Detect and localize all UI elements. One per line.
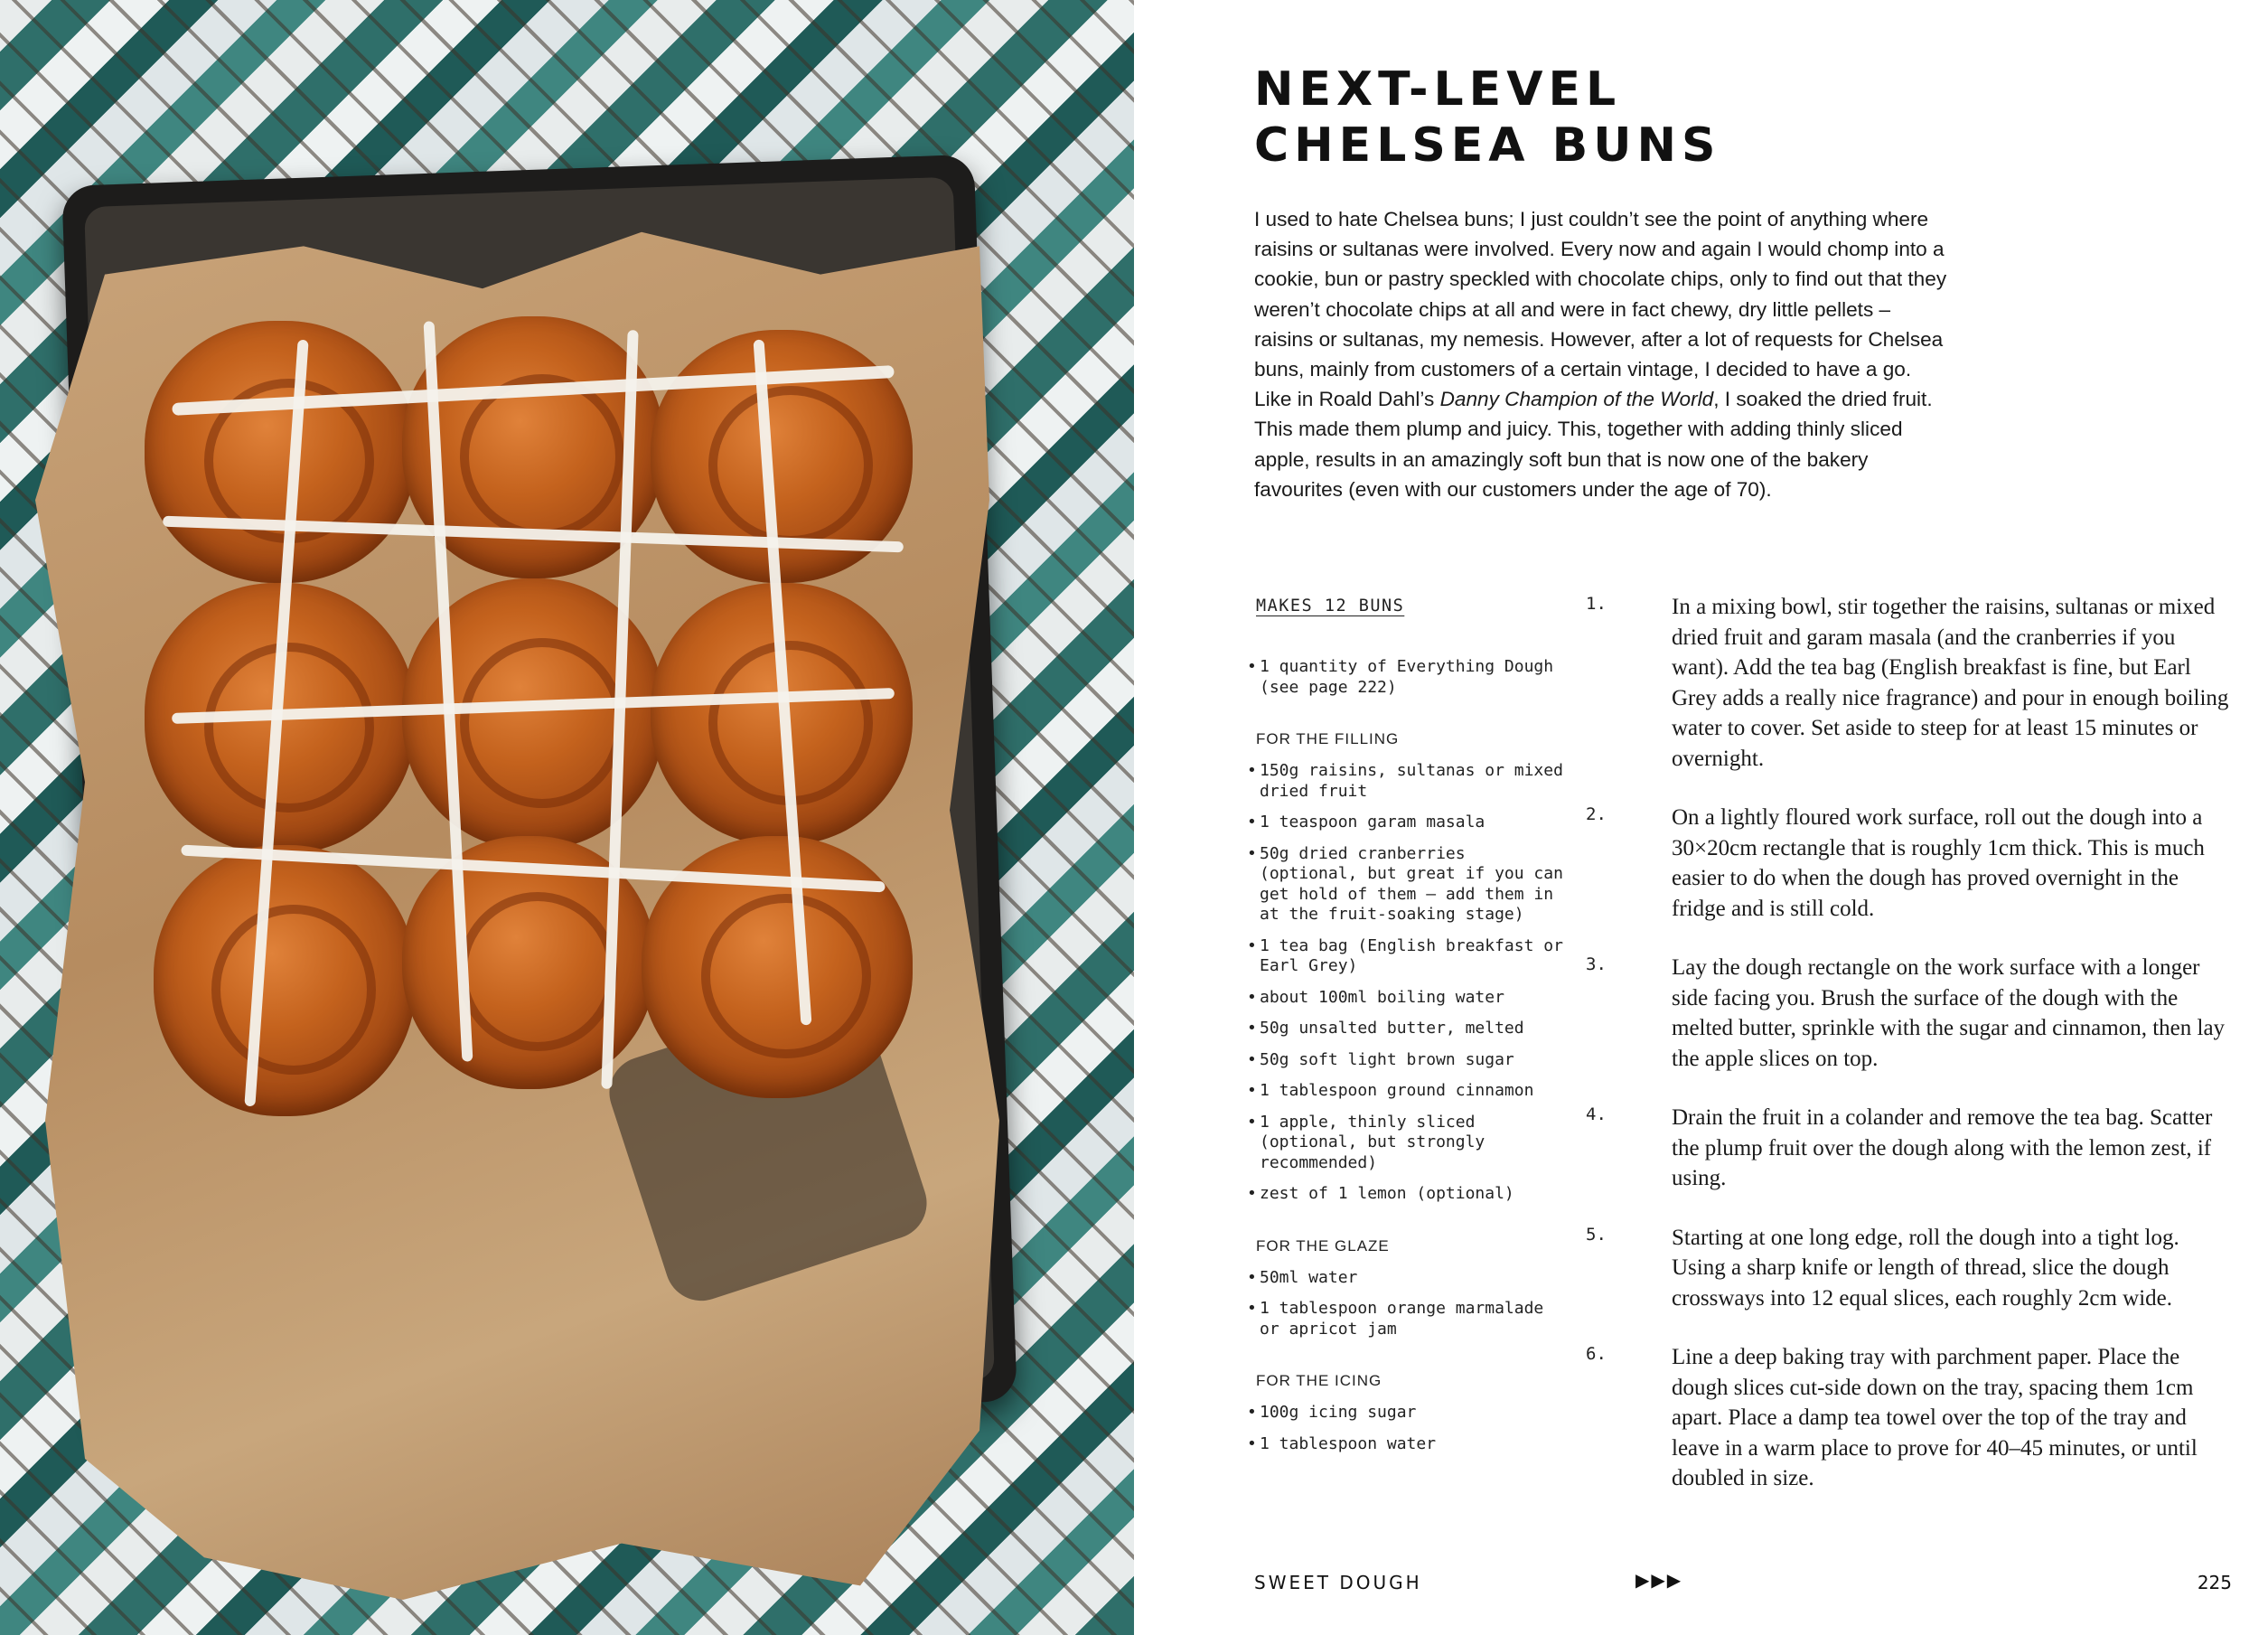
step-text: Starting at one long edge, roll the dough into a tight log. Using a sharp knife or length of thread, slice the dough crossways into 12 equal slices, each roughly 2cm wide. <box>1672 1225 2179 1311</box>
method-step <box>1586 1342 2236 1494</box>
step-number: 3. <box>1586 954 1607 974</box>
ingredient-item: • 50g soft light brown sugar <box>1247 1050 1572 1071</box>
filling-ingredients <box>1247 761 1572 1205</box>
ingredient-item: • 100g icing sugar <box>1247 1403 1572 1424</box>
step-text: Drain the fruit in a colander and remove the tea bag. Scatter the plump fruit over the dough along with the lemon zest, if using. <box>1672 1105 2213 1190</box>
continue-arrows-icon: ▶▶▶ <box>1635 1569 1683 1591</box>
step-text: Lay the dough rectangle on the work surface with a longer side facing you. Brush the surface of the dough with the melted butter, sprinkle with the sugar and cinnamon, then lay the apple slices on top. <box>1672 955 2226 1071</box>
ingredient-item: • 1 tablespoon orange marmalade or apricot jam <box>1247 1299 1572 1339</box>
ingredient-item: • 1 quantity of Everything Dough (see page 222) <box>1247 657 1572 698</box>
section-name: SWEET DOUGH <box>1254 1572 1422 1593</box>
ingredient-item: • 50ml water <box>1247 1268 1572 1289</box>
step-text: Line a deep baking tray with parchment paper. Place the dough slices cut-side down on the tray, spacing them 1cm apart. Place a damp tea towel over the top of the tray and leave in a warm place to prove for 40–45 minutes, or until doubled in size. <box>1672 1345 2198 1490</box>
icing-ingredients <box>1247 1403 1572 1454</box>
step-text: In a mixing bowl, stir together the raisins, sultanas or mixed dried fruit and garam masala (and the cranberries if you want). Add the tea bag (English breakfast is fine, but Earl Grey adds a really nice fragrance) and pour in enough boiling water to cover. Set aside to steep for at least 15 minutes or overnight. <box>1672 595 2229 771</box>
book-title: Danny Champion of the World <box>1439 388 1714 411</box>
ingredient-item: • zest of 1 lemon (optional) <box>1247 1184 1572 1205</box>
ingredient-item: • 50g unsalted butter, melted <box>1247 1019 1572 1039</box>
ingredient-item: • 1 tablespoon ground cinnamon <box>1247 1081 1572 1102</box>
chelsea-buns <box>145 321 917 1116</box>
method-step <box>1586 953 2236 1074</box>
step-number: 4. <box>1586 1104 1607 1124</box>
step-text: On a lightly floured work surface, roll out the dough into a 30×20cm rectangle that is roughly 1cm thick. This is much easier to do when the dough has proved overnight in the fridge and is still cold. <box>1672 805 2205 921</box>
ingredient-item: • 150g raisins, sultanas or mixed dried fruit <box>1247 761 1572 802</box>
glaze-heading: FOR THE GLAZE <box>1256 1236 1390 1254</box>
step-number: 6. <box>1586 1344 1607 1364</box>
method-steps <box>1586 592 2236 1523</box>
ingredient-item: • 1 tea bag (English breakfast or Earl Grey) <box>1247 936 1572 977</box>
method-step <box>1586 592 2236 774</box>
step-number: 5. <box>1586 1224 1607 1245</box>
ingredient-item: • 1 teaspoon garam masala <box>1247 813 1572 833</box>
step-number: 2. <box>1586 804 1607 824</box>
method-step <box>1586 1223 2236 1314</box>
method-step <box>1586 803 2236 924</box>
step-number: 1. <box>1586 594 1607 614</box>
recipe-intro: I used to hate Chelsea buns; I just couldn’t see the point of anything where raisins or sultanas were involved. Every now and again I would chomp into a cookie, bun or pastry speckled with chocolate chips, only to find out that they weren’t chocolate chips at all and were in fact chewy, dry little pellets – raisins or sultanas, my nemesis. However, after a lot of requests for Chelsea buns, mainly from customers of a certain vintage, I decided to have a go. Like in Roald Dahl’s Danny Champion of the World, I soaked the dried fruit. This made them plump and juicy. This, together with adding thinly sliced apple, results in an amazingly soft bun that is now one of the bakery favourites (even with our customers under the age of 70). <box>1254 208 1947 501</box>
ingredient-item: • 1 tablespoon water <box>1247 1434 1572 1455</box>
ingredient-item: • 50g dried cranberries (optional, but great if you can get hold of them – add them in at the fruit-soaking stage) <box>1247 844 1572 926</box>
glaze-ingredients <box>1247 1268 1572 1340</box>
base-ingredients <box>1247 657 1572 698</box>
icing-heading: FOR THE ICING <box>1256 1372 1382 1389</box>
yield-label: MAKES 12 BUNS <box>1256 597 1405 615</box>
filling-heading: FOR THE FILLING <box>1256 730 1400 747</box>
ingredient-item: • about 100ml boiling water <box>1247 988 1572 1009</box>
title-line-2: CHELSEA BUNS <box>1254 118 1721 173</box>
title-line-1: NEXT-LEVEL <box>1254 62 1622 117</box>
page-number: 225 <box>2197 1572 2232 1593</box>
recipe-title <box>1254 61 1721 174</box>
ingredient-item: • 1 apple, thinly sliced (optional, but strongly recommended) <box>1247 1113 1572 1174</box>
method-step <box>1586 1103 2236 1194</box>
ingredients-column <box>1247 597 1572 1465</box>
